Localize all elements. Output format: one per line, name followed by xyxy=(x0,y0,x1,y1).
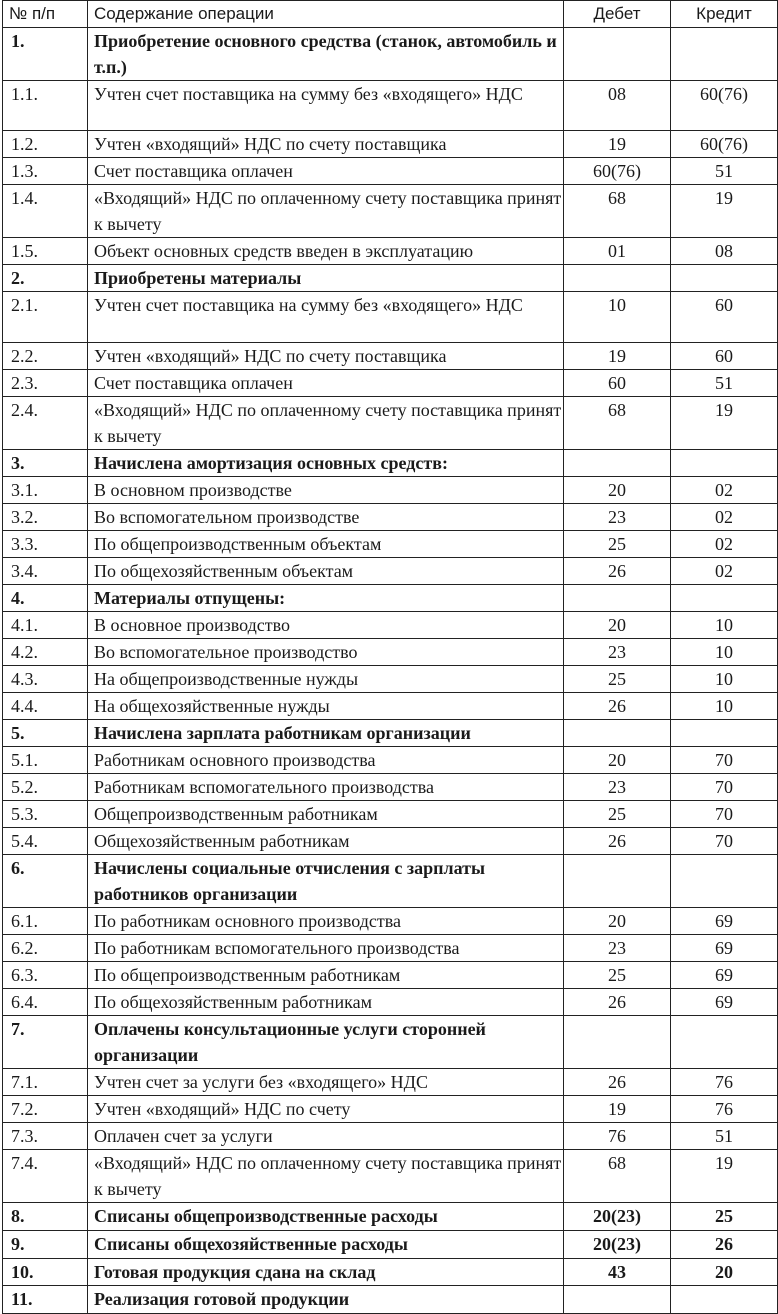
row-number: 6.2. xyxy=(3,935,88,962)
row-operation: Списаны общехозяйственные расходы xyxy=(88,1231,564,1259)
row-operation: Материалы отпущены: xyxy=(88,585,564,612)
row-number: 5.1. xyxy=(3,747,88,774)
row-credit xyxy=(671,28,778,81)
row-number: 4.4. xyxy=(3,693,88,720)
row-operation: В основное производство xyxy=(88,612,564,639)
row-debit: 23 xyxy=(564,639,671,666)
row-debit: 68 xyxy=(564,397,671,450)
row-debit: 08 xyxy=(564,81,671,131)
row-operation: Объект основных средств введен в эксплуатацию xyxy=(88,238,564,265)
row-debit: 43 xyxy=(564,1259,671,1286)
row-number: 6.1. xyxy=(3,908,88,935)
row-operation: По общепроизводственным объектам xyxy=(88,531,564,558)
table-section-row xyxy=(3,28,778,81)
table-section-row xyxy=(3,720,778,747)
table-row xyxy=(3,801,778,828)
row-operation: Счет поставщика оплачен xyxy=(88,158,564,185)
row-debit xyxy=(564,720,671,747)
row-credit: 10 xyxy=(671,693,778,720)
row-credit: 69 xyxy=(671,908,778,935)
row-debit: 20 xyxy=(564,477,671,504)
table-section-row xyxy=(3,1016,778,1069)
row-credit: 19 xyxy=(671,185,778,238)
table-section-row xyxy=(3,265,778,292)
row-credit: 51 xyxy=(671,370,778,397)
row-credit: 60 xyxy=(671,292,778,343)
row-credit: 69 xyxy=(671,962,778,989)
row-credit: 51 xyxy=(671,1123,778,1150)
row-debit: 26 xyxy=(564,1069,671,1096)
row-number: 5.3. xyxy=(3,801,88,828)
row-credit xyxy=(671,265,778,292)
row-debit: 68 xyxy=(564,185,671,238)
table-row xyxy=(3,131,778,158)
table-row xyxy=(3,693,778,720)
row-number: 3.2. xyxy=(3,504,88,531)
row-credit: 70 xyxy=(671,774,778,801)
row-credit: 69 xyxy=(671,935,778,962)
row-debit: 23 xyxy=(564,935,671,962)
row-operation: Общехозяйственным работникам xyxy=(88,828,564,855)
row-operation: Во вспомогательное производство xyxy=(88,639,564,666)
row-debit xyxy=(564,585,671,612)
row-number: 1. xyxy=(3,28,88,81)
row-number: 1.5. xyxy=(3,238,88,265)
row-credit: 02 xyxy=(671,531,778,558)
row-debit: 76 xyxy=(564,1123,671,1150)
row-number: 3.3. xyxy=(3,531,88,558)
row-operation: По общехозяйственным работникам xyxy=(88,989,564,1016)
row-number: 5. xyxy=(3,720,88,747)
row-operation: Учтен счет поставщика на сумму без «входящего» НДС xyxy=(88,81,564,131)
row-credit xyxy=(671,1286,778,1314)
row-number: 2.2. xyxy=(3,343,88,370)
row-operation: Приобретение основного средства (станок, автомобиль и т.п.) xyxy=(88,28,564,81)
table-row xyxy=(3,666,778,693)
table-row xyxy=(3,639,778,666)
table-row xyxy=(3,531,778,558)
header-number: № п/п xyxy=(3,1,88,28)
row-credit: 02 xyxy=(671,504,778,531)
table-section-row xyxy=(3,1231,778,1259)
table-row xyxy=(3,370,778,397)
row-credit: 51 xyxy=(671,158,778,185)
row-debit: 25 xyxy=(564,801,671,828)
row-operation: На общехозяйственные нужды xyxy=(88,693,564,720)
row-operation: Работникам вспомогательного производства xyxy=(88,774,564,801)
row-operation: Учтен счет за услуги без «входящего» НДС xyxy=(88,1069,564,1096)
row-number: 8. xyxy=(3,1203,88,1231)
row-number: 4. xyxy=(3,585,88,612)
row-number: 7.1. xyxy=(3,1069,88,1096)
row-number: 7. xyxy=(3,1016,88,1069)
row-debit: 68 xyxy=(564,1150,671,1203)
table-row xyxy=(3,935,778,962)
row-operation: Начислены социальные отчисления с зарплаты работников организации xyxy=(88,855,564,908)
row-debit: 60 xyxy=(564,370,671,397)
row-credit: 20 xyxy=(671,1259,778,1286)
row-operation: «Входящий» НДС по оплаченному счету поставщика принят к вычету xyxy=(88,185,564,238)
row-operation: На общепроизводственные нужды xyxy=(88,666,564,693)
table-row xyxy=(3,1069,778,1096)
row-debit: 25 xyxy=(564,962,671,989)
row-credit: 02 xyxy=(671,558,778,585)
table-row xyxy=(3,238,778,265)
row-credit: 70 xyxy=(671,828,778,855)
row-number: 7.2. xyxy=(3,1096,88,1123)
row-number: 4.1. xyxy=(3,612,88,639)
row-debit: 25 xyxy=(564,666,671,693)
row-debit: 10 xyxy=(564,292,671,343)
row-credit: 60(76) xyxy=(671,131,778,158)
row-operation: Общепроизводственным работникам xyxy=(88,801,564,828)
row-number: 6.3. xyxy=(3,962,88,989)
row-debit xyxy=(564,265,671,292)
row-credit: 25 xyxy=(671,1203,778,1231)
table-section-row xyxy=(3,1259,778,1286)
row-credit: 60 xyxy=(671,343,778,370)
table-row xyxy=(3,81,778,131)
table-row xyxy=(3,908,778,935)
table-header-row xyxy=(3,1,778,28)
row-number: 3.1. xyxy=(3,477,88,504)
row-number: 2. xyxy=(3,265,88,292)
row-debit: 19 xyxy=(564,131,671,158)
row-credit: 76 xyxy=(671,1096,778,1123)
row-operation: «Входящий» НДС по оплаченному счету поставщика принят к вычету xyxy=(88,1150,564,1203)
row-operation: Списаны общепроизводственные расходы xyxy=(88,1203,564,1231)
row-operation: По работникам вспомогательного производства xyxy=(88,935,564,962)
row-debit: 20 xyxy=(564,908,671,935)
table-row xyxy=(3,1123,778,1150)
row-number: 9. xyxy=(3,1231,88,1259)
row-operation: Счет поставщика оплачен xyxy=(88,370,564,397)
row-debit: 23 xyxy=(564,504,671,531)
row-number: 3.4. xyxy=(3,558,88,585)
table-row xyxy=(3,343,778,370)
row-operation: Готовая продукция сдана на склад xyxy=(88,1259,564,1286)
row-debit: 26 xyxy=(564,693,671,720)
table-row xyxy=(3,477,778,504)
row-operation: Оплачены консультационные услуги сторонней организации xyxy=(88,1016,564,1069)
row-operation: Приобретены материалы xyxy=(88,265,564,292)
row-credit: 60(76) xyxy=(671,81,778,131)
row-operation: По работникам основного производства xyxy=(88,908,564,935)
row-debit: 20 xyxy=(564,747,671,774)
row-operation: Учтен счет поставщика на сумму без «входящего» НДС xyxy=(88,292,564,343)
table-section-row xyxy=(3,450,778,477)
row-number: 11. xyxy=(3,1286,88,1314)
row-credit: 10 xyxy=(671,612,778,639)
row-debit xyxy=(564,28,671,81)
operations-table xyxy=(2,0,778,1314)
row-number: 1.4. xyxy=(3,185,88,238)
row-operation: Учтен «входящий» НДС по счету xyxy=(88,1096,564,1123)
row-credit: 02 xyxy=(671,477,778,504)
table-row xyxy=(3,397,778,450)
row-credit xyxy=(671,1016,778,1069)
table-row xyxy=(3,612,778,639)
row-credit: 19 xyxy=(671,397,778,450)
row-operation: Оплачен счет за услуги xyxy=(88,1123,564,1150)
row-debit: 23 xyxy=(564,774,671,801)
row-number: 6. xyxy=(3,855,88,908)
table-section-row xyxy=(3,585,778,612)
row-operation: «Входящий» НДС по оплаченному счету поставщика принят к вычету xyxy=(88,397,564,450)
row-credit xyxy=(671,720,778,747)
row-number: 1.1. xyxy=(3,81,88,131)
row-operation: Начислена амортизация основных средств: xyxy=(88,450,564,477)
row-debit: 20(23) xyxy=(564,1231,671,1259)
row-debit: 01 xyxy=(564,238,671,265)
row-operation: По общехозяйственным объектам xyxy=(88,558,564,585)
table-row xyxy=(3,558,778,585)
row-debit xyxy=(564,1016,671,1069)
row-credit: 69 xyxy=(671,989,778,1016)
row-credit: 08 xyxy=(671,238,778,265)
row-operation: Во вспомогательном производстве xyxy=(88,504,564,531)
table-row xyxy=(3,1150,778,1203)
row-credit: 19 xyxy=(671,1150,778,1203)
row-debit: 26 xyxy=(564,558,671,585)
row-number: 4.3. xyxy=(3,666,88,693)
table-row xyxy=(3,292,778,343)
row-number: 6.4. xyxy=(3,989,88,1016)
row-number: 10. xyxy=(3,1259,88,1286)
row-debit: 60(76) xyxy=(564,158,671,185)
row-number: 5.4. xyxy=(3,828,88,855)
row-debit: 26 xyxy=(564,828,671,855)
row-debit: 20 xyxy=(564,612,671,639)
row-debit xyxy=(564,855,671,908)
row-credit xyxy=(671,855,778,908)
table-row xyxy=(3,962,778,989)
row-debit: 19 xyxy=(564,343,671,370)
row-number: 2.3. xyxy=(3,370,88,397)
row-debit: 25 xyxy=(564,531,671,558)
row-number: 7.4. xyxy=(3,1150,88,1203)
row-operation: Работникам основного производства xyxy=(88,747,564,774)
row-debit xyxy=(564,450,671,477)
table-row xyxy=(3,828,778,855)
row-debit: 19 xyxy=(564,1096,671,1123)
row-operation: Учтен «входящий» НДС по счету поставщика xyxy=(88,131,564,158)
row-credit: 10 xyxy=(671,666,778,693)
header-debit: Дебет xyxy=(564,1,671,28)
row-number: 2.4. xyxy=(3,397,88,450)
header-credit: Кредит xyxy=(671,1,778,28)
row-operation: Учтен «входящий» НДС по счету поставщика xyxy=(88,343,564,370)
row-credit: 70 xyxy=(671,801,778,828)
row-debit xyxy=(564,1286,671,1314)
row-credit xyxy=(671,450,778,477)
table-row xyxy=(3,504,778,531)
table-row xyxy=(3,989,778,1016)
row-credit: 70 xyxy=(671,747,778,774)
row-number: 1.3. xyxy=(3,158,88,185)
header-operation: Содержание операции xyxy=(88,1,564,28)
row-debit: 26 xyxy=(564,989,671,1016)
table-row xyxy=(3,1096,778,1123)
table-row xyxy=(3,185,778,238)
row-number: 3. xyxy=(3,450,88,477)
row-credit: 10 xyxy=(671,639,778,666)
row-debit: 20(23) xyxy=(564,1203,671,1231)
row-credit: 26 xyxy=(671,1231,778,1259)
table-section-row xyxy=(3,1286,778,1314)
table-row xyxy=(3,774,778,801)
row-operation: В основном производстве xyxy=(88,477,564,504)
row-credit xyxy=(671,585,778,612)
row-credit: 76 xyxy=(671,1069,778,1096)
row-number: 5.2. xyxy=(3,774,88,801)
row-operation: По общепроизводственным работникам xyxy=(88,962,564,989)
row-operation: Реализация готовой продукции xyxy=(88,1286,564,1314)
row-number: 4.2. xyxy=(3,639,88,666)
row-number: 2.1. xyxy=(3,292,88,343)
table-section-row xyxy=(3,1203,778,1231)
row-operation: Начислена зарплата работникам организации xyxy=(88,720,564,747)
row-number: 7.3. xyxy=(3,1123,88,1150)
table-row xyxy=(3,158,778,185)
row-number: 1.2. xyxy=(3,131,88,158)
table-section-row xyxy=(3,855,778,908)
table-row xyxy=(3,747,778,774)
